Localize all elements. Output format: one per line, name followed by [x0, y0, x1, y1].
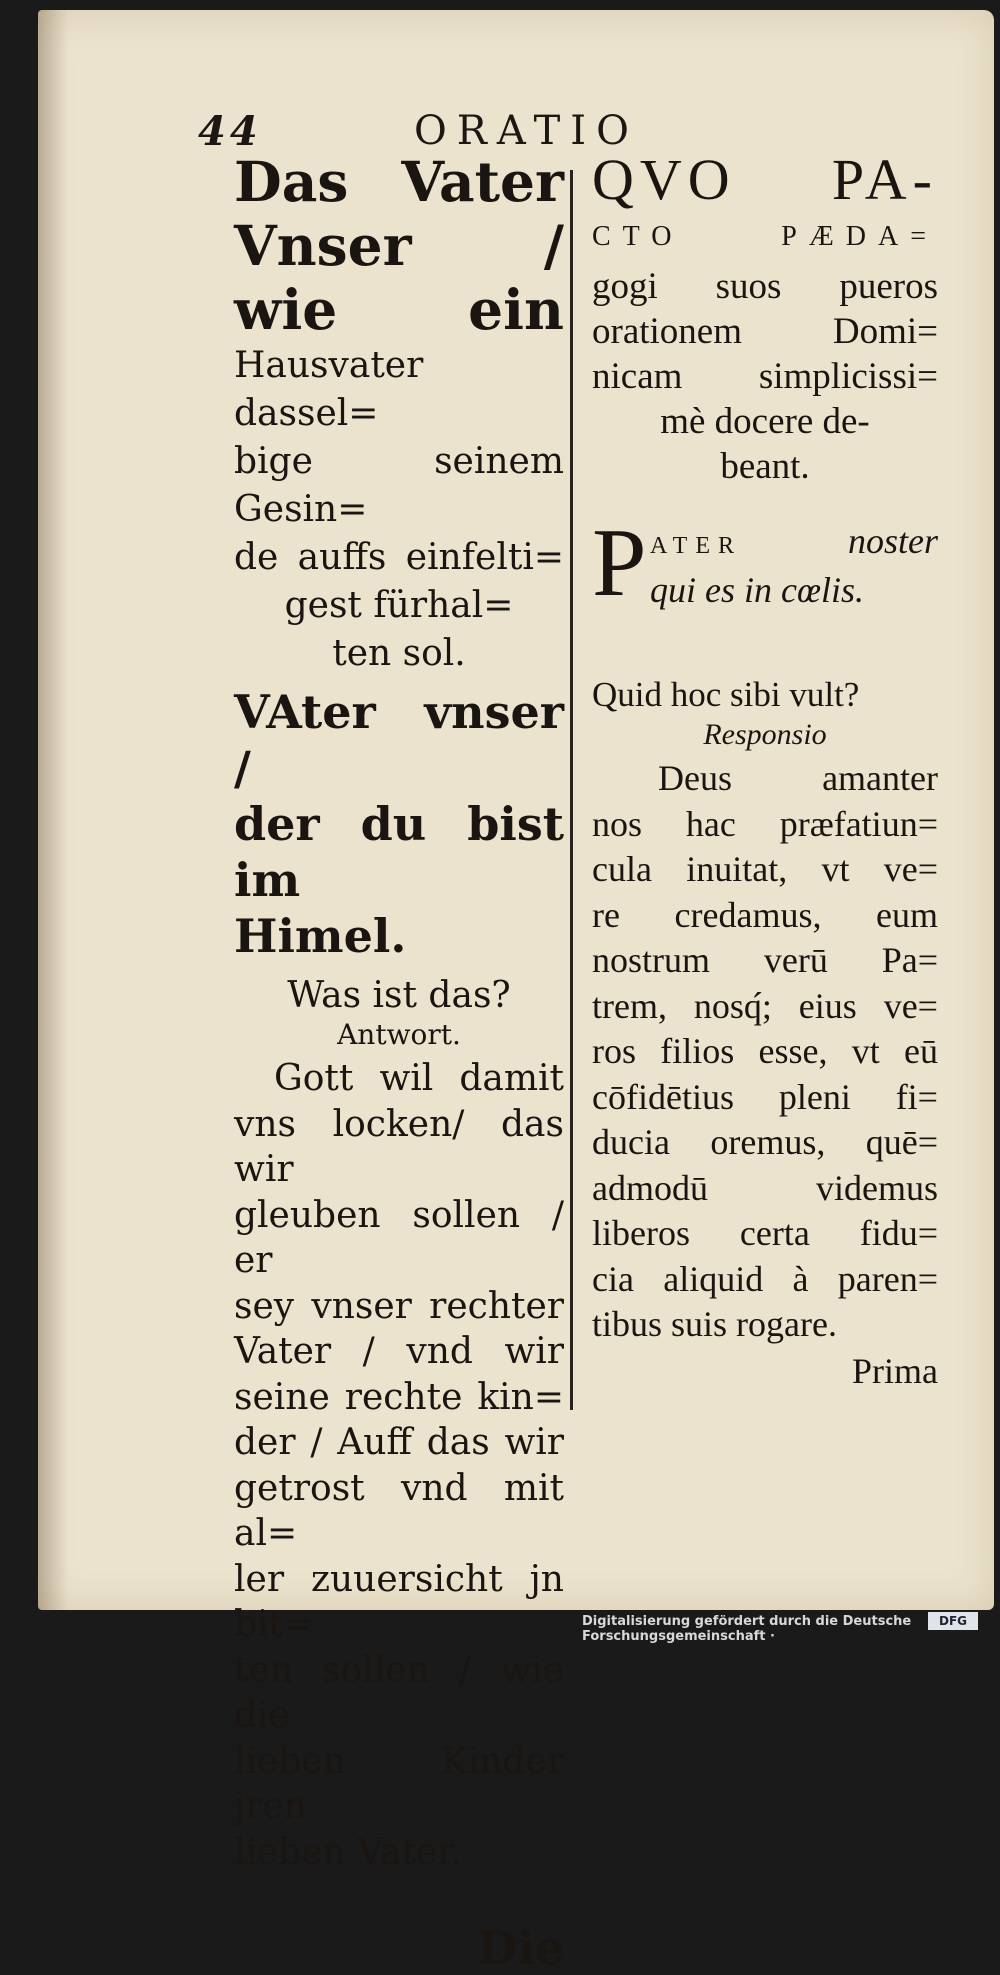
latin-body-line: re credamus, eum: [592, 894, 938, 935]
page-number: 44: [198, 108, 262, 155]
drop-cap: P: [592, 509, 647, 617]
german-prayer-line: Himel.: [234, 909, 407, 963]
german-body-line: gleuben sollen / er: [234, 1194, 564, 1281]
german-prayer: [234, 684, 564, 964]
latin-prayer-word: noster: [848, 521, 938, 561]
german-body-line: sey vnser rechter: [234, 1285, 564, 1327]
german-title-line: Das Vater: [234, 149, 564, 214]
german-body: [234, 1056, 564, 1875]
german-body-line: vns locken/ das wir: [234, 1103, 564, 1190]
digitization-credit: Digitalisierung gefördert durch die Deutsche Forschungsgemeinschaft ·: [582, 1614, 912, 1644]
latin-body-line: nos hac præfatiun=: [592, 803, 938, 844]
latin-subtitle: [592, 264, 938, 489]
german-subtitle-line: bige seinem Gesin=: [234, 441, 564, 530]
german-subtitle-line: ten sol.: [332, 633, 466, 674]
latin-prayer-caps: ATER: [650, 533, 742, 559]
german-question: Was ist das?: [287, 975, 511, 1016]
german-body-line: Vater / vnd wir: [234, 1331, 564, 1372]
german-body-line: seine rechte kin=: [234, 1376, 564, 1418]
german-subtitle-line: Hausvater dassel=: [234, 345, 424, 434]
latin-column: [592, 147, 938, 1392]
german-response-label: Antwort.: [337, 1018, 461, 1051]
german-body-line: der / Auff das wir: [234, 1422, 564, 1463]
german-body-line: ten sollen / wie die: [234, 1649, 564, 1736]
german-body-line: ler zuuersicht jn bit=: [234, 1558, 564, 1645]
latin-response-label: Responsio: [703, 718, 827, 751]
latin-subtitle-line: gogi suos pueros: [592, 266, 938, 307]
german-prayer-line: der du bist im: [234, 797, 564, 907]
german-body-line: lieben Vater.: [234, 1831, 462, 1873]
latin-body-line: cia aliquid à paren=: [592, 1258, 938, 1299]
latin-subtitle-line: mè docere de-: [660, 401, 870, 442]
latin-prayer: [592, 509, 938, 617]
latin-body-line: tibus suis rogare.: [592, 1304, 837, 1344]
latin-body-line: trem, nosq́; eius ve=: [592, 985, 938, 1026]
latin-title-line: QVO PA-: [592, 147, 938, 212]
latin-body-line: liberos certa fidu=: [592, 1213, 938, 1253]
latin-subtitle-line: nicam simplicissi=: [592, 356, 938, 397]
german-subtitle-line: de auffs einfelti=: [234, 537, 564, 578]
german-body-line: getrost vnd mit al=: [234, 1467, 564, 1554]
latin-body-line: Deus amanter: [658, 758, 938, 798]
page-spine-shadow: [38, 10, 68, 1610]
german-subtitle-line: gest fürhal=: [284, 585, 514, 626]
latin-body-line: ros filios esse, vt eū: [592, 1031, 938, 1071]
latin-subtitle-line: beant.: [720, 446, 810, 487]
running-title: ORATIO: [414, 108, 639, 154]
german-catchword: Die: [477, 1921, 564, 1975]
german-prayer-line: VAter vnser /: [234, 685, 564, 795]
column-divider: [570, 170, 573, 1410]
dfg-logo: DFG: [928, 1612, 978, 1630]
latin-body-line: cula inuitat, vt ve=: [592, 849, 938, 889]
latin-catchword: Prima: [852, 1350, 938, 1391]
german-title-line: Vnser / wie ein: [234, 213, 564, 342]
german-subtitle: [234, 342, 564, 678]
latin-prayer-line: qui es in cœlis.: [650, 570, 864, 610]
latin-subtitle-line: orationem Domi=: [592, 311, 938, 352]
latin-question: Quid hoc sibi vult?: [592, 675, 860, 714]
latin-title-line: CTO PÆDA=: [592, 221, 938, 252]
latin-body-line: nostrum verū Pa=: [592, 940, 938, 980]
german-title: [234, 150, 564, 342]
latin-body: [592, 756, 938, 1348]
latin-body-line: cōfidētius pleni fi=: [592, 1076, 938, 1117]
german-column: [234, 150, 564, 1975]
latin-body-line: ducia oremus, quē=: [592, 1122, 938, 1162]
latin-body-line: admodū videmus: [592, 1167, 938, 1208]
german-body-line: lieben Kinder jren: [234, 1740, 564, 1827]
german-body-line: Gott wil damit: [274, 1058, 564, 1099]
